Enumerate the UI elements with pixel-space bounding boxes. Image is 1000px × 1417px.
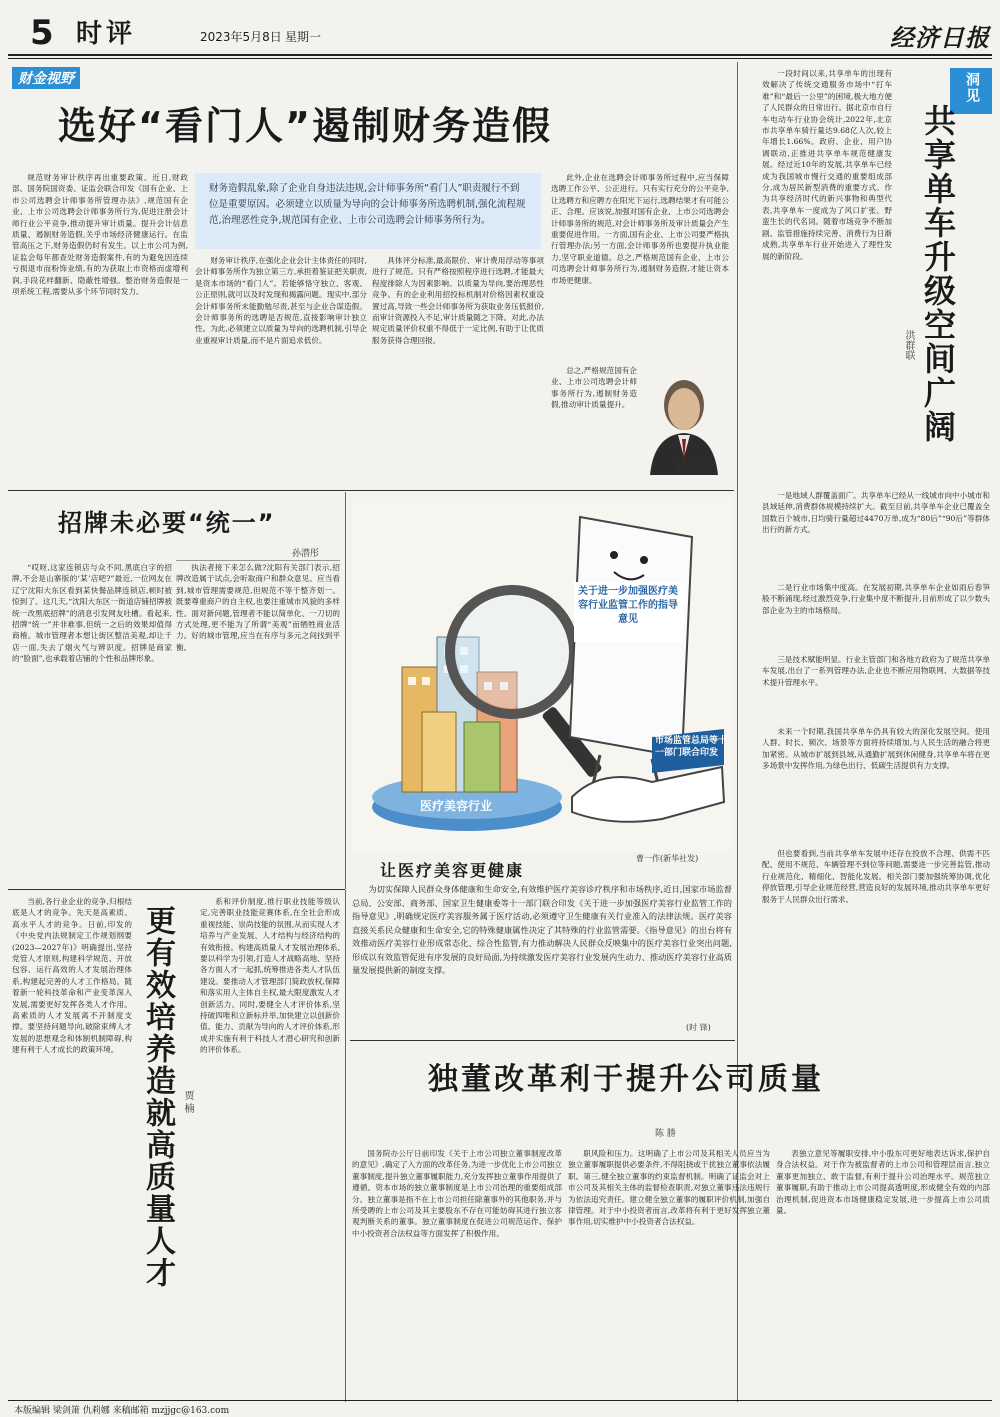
essay1-column-2	[176, 562, 340, 880]
lead-summary-box	[195, 173, 541, 249]
sidebar-author: 洪群联	[903, 330, 914, 360]
lead-column-1	[12, 172, 188, 484]
sidebar-column-5	[762, 726, 990, 846]
sign-text: 关于进一步加强医疗美容行业监管工作的指导意见	[578, 586, 678, 625]
sidebar-column-3	[762, 582, 990, 652]
lead-summary: 财务造假乱象,除了企业自身违法违规,会计师事务所“看门人”职责履行不到位是重要原因。必须建立以质量为导向的会计师事务所选聘机制,强化流程规范,治理恶性竞争,规范国有企业、上市公司选聘会计师事务所行为。	[209, 183, 526, 226]
talent-paragraph-1: 当前,各行业企业的竞争,归根结底是人才的竞争。先天是高素质、高水平人才的竞争。日前,印发的《中央党内法规制定工作规划纲要(2023—2027年)》明确提出,坚持党管人才原则,构建科学规范、开放包容、运行高效的人才发展治理体系,构建起完善的人才工作格局。随着新一轮科技革命和产业变革深入发展,需要更好发挥各类人才作用。高素质的人才发展离不开制度支撑。要坚持问题导向,破除束缚人才发展的思想观念和体制机制障碍,构建有利于人才成长的政策环境。	[12, 897, 132, 1055]
talent-author: 贾 楠	[182, 1090, 193, 1114]
sidebar-tag: 洞见	[964, 72, 980, 104]
essay1-bottom-rule	[8, 889, 345, 890]
sidebar-paragraph-2: 一是地域人群覆盖面广。共享单车已经从一线城市向中小城市和县域延伸,消费群体规模持续扩大。截至目前,共享单车企业已覆盖全国数百个城市,日均骑行量超过4470万单,成为“80后”“90后”等群体出行的新方式。	[762, 491, 990, 535]
sidebar-paragraph-1: 一段时间以来,共享单车的出现有效解决了传统交通服务市场中“打车难”和“最后一公里”的困境,极大地方便了人民群众的日常出行。据北京市自行车电动车行业协会统计,2022年,北京市共享单车骑行量达9.68亿人次,较上年增长1.66%。政府、企业、用户协调联动,正推进共享单车规范健康发展。经过近10年的发展,共享单车已经成为我国城市慢行交通的重要组成部分,成为居民新型消费的重要方式。作为共享经济时代的新兴事物和典型代表,共享单车一度成为了风口扩张、野蛮生长的代名词。随着市场竞争不断加剧、监管措施持续完善、消费行为日渐成熟,共享单车行业开始进入了理性发展的新阶段。	[762, 69, 892, 261]
lead-column-4b: 总之,严格规范国有企业、上市公司选聘会计师事务所行为,遏制财务造假,推动审计质量提升。	[551, 366, 637, 410]
essay1-author: 孙潜彤	[292, 549, 320, 559]
essay1-paragraph-2: 执法者接下来怎么做?沈阳有关部门表示,招牌改造属于试点,会听取商户和群众意见。应当看到,城市管理需要规范,但规范不等于整齐划一。既要尊重商户的自主权,也要注重城市风貌的多样性。面对新问题,管理者不能以简单化、一刀切的方式处理,更不能为了所谓“美观”而牺牲商业活力。好的城市管理,应当在有序与多元之间找到平衡。	[176, 563, 340, 652]
section-title: 时评	[76, 19, 137, 49]
board-paragraph-3: 表独立意见等履职安排,中小股东可更好地表达诉求,保护自身合法权益。对于作为被监督者的上市公司和管理层而言,独立董事更加独立、敢于监督,有利于提升公司治理水平。规范独立董事履职,有助于推动上市公司提高透明度,形成健全有效的内部治理机制,促进资本市场健康稳定发展,进一步提高上市公司质量。	[776, 1149, 990, 1216]
issue-weekday: 星期一	[285, 30, 322, 44]
essay1-paragraph-1: “哎呀,这家连锁店与众不同,黑底白字的招牌,不会是山寨版的‘某’店吧?”最近,一位网友在辽宁沈阳大东区看到某快餐品牌连锁店,顿时被惊到了。这几天,“沈阳大东区一街道店铺招牌被统一改黑底招牌”的消息引发网友吐槽。看起来,招牌“统一”并非难事,但统一之后的效果却值得商榷。城市管理者本想让街区整洁美观,却让千店一面,失去了烟火气与辨识度。招牌是商家的“脸面”,也承载着店铺的个性和品牌形象。	[12, 563, 172, 664]
masthead-rule	[8, 54, 992, 56]
sidebar-headline: 共享单车升级空间广阔	[919, 104, 957, 444]
essay1-photo-rule	[345, 492, 346, 889]
footer-editors: 本版编辑 梁剑箫 仇莉娜 来稿邮箱 mzjjgc@163.com	[14, 1406, 230, 1416]
board-column-2	[568, 1148, 770, 1398]
sidebar-paragraph-5: 未来一个时期,我国共享单车仍具有较大的深化发展空间。使用人群、时长、频次、场景等方面将持续增加,与人民生活的融合将更加紧密。从城市扩展到县域,从通勤扩展到休闲健身,共享单车将在更多场景中发挥作用,为绿色出行、低碳生活提供有力支撑。	[762, 727, 990, 771]
footer-rule	[8, 1400, 992, 1401]
photo-credit: 曹一作(新华社发)	[636, 854, 699, 863]
talent-paragraph-2: 系和评价制度,推行职业技能等级认定,完善职业技能竞赛体系,在全社会形成重视技能、崇尚技能的氛围,从而实现人才培养与产业发展、人才结构与经济结构的有效衔接。构建高质量人才发展治理体系,要以科学为引领,打造人才战略高地、坚持各方面人才一起抓,统筹推进各类人才队伍建设。要推动人才管理部门简政放权,保障和落实用人主体自主权,最大限度激发人才创新活力。同时,要健全人才评价体系,坚持破四唯和立新标并举,加快建立以创新价值、能力、贡献为导向的人才评价体系,形成并实施有利于科技人才潜心研究和创新的评价体系。	[200, 897, 340, 1055]
lead-paragraph-1: 规范财务审计秩序再出重要政策。近日,财政部、国务院国资委、证监会联合印发《国有企业、上市公司选聘会计师事务所管理办法》,规范国有企业、上市公司选聘会计师事务所行为,促进注册会计师行业公平竞争,推动提升审计质量。提升会计信息质量、遏制财务造假,关乎市场经济健康运行。在监管高压之下,财务造假仍时有发生。以上市公司为例,证监会每年都查处财务造假案件,有的为避免因连续亏损退市而粉饰业绩,有的为获取上市资格而虚增利润,手段花样翻新、隐蔽性增强。整治财务造假是一项系统工程,需要从多个环节同时发力。	[12, 173, 188, 297]
board-column-3	[776, 1148, 990, 1398]
sidebar-column-6	[762, 848, 990, 1034]
photo-caption-paragraph: 为切实保障人民群众身体健康和生命安全,有效维护医疗美容诊疗秩序和市场秩序,近日,国家市场监督总局、公安部、商务部、国家卫生健康委等十一部门联合印发《关于进一步加强医疗美容行业监管工作的指导意见》,明确规定医疗美容服务属于医疗活动,必须遵守卫生健康有关行业准入的法律法规。医疗美容直接关系民众健康和生命安全,它的特殊健康属性决定了其特殊的行业监管需要。《指导意见》的出台将有效推动医疗美容行业形成常态化、综合性监管,有力推动解决人民群众反映集中的医疗美容行业突出问题,形成以有效监管促进有序发展的良好局面,为持续激发医疗美容行业发展内生动力、推动医疗美容行业高质量发展提供新的制度支撑。	[352, 884, 732, 975]
photo-caption-text	[352, 883, 732, 1028]
sidebar-column-2	[762, 490, 990, 580]
talent-headline: 更有效培养造就高质量人才	[140, 905, 175, 1289]
page-number: 5	[30, 13, 54, 53]
sidebar-paragraph-4: 三是技术赋能明显。行业主管部门和各地方政府为了规范共享单车发展,出台了一系列管理办法,企业也不断应用物联网、大数据等技术提升管理水平。	[762, 655, 990, 687]
lead-bottom-rule	[8, 490, 734, 491]
essay1-headline: 招牌未必要“统一”	[58, 509, 276, 537]
talent-board-rule	[345, 890, 346, 1402]
sidebar-paragraph-3: 二是行业市场集中度高。在发展初期,共享单车企业如雨后春笋般不断涌现,经过激烈竞争,行业集中度不断提升,目前形成了以少数头部企业为主的市场格局。	[762, 583, 990, 615]
board-paragraph-1: 国务院办公厅日前印发《关于上市公司独立董事制度改革的意见》,确定了入方面的改革任务,为进一步优化上市公司独立董事制度,提升独立董事履职能力,充分发挥独立董事作用提供了遵循。资本市场的独立董事制度是上市公司治理的重要组成部分。独立董事是指不在上市公司担任除董事外的其他职务,并与所受聘的上市公司及其主要股东不存在可能妨碍其进行独立客观判断关系的董事。独立董事制度在促进公司规范运作、保护中小投资者合法权益等方面发挥了积极作用。	[352, 1149, 562, 1238]
talent-column-1	[12, 896, 132, 1396]
lead-paragraph-2: 财务审计秩序,在强化企业会计主体责任的同时,会计师事务所作为独立第三方,承担着鉴证把关职责,是资本市场的“看门人”。若能够恪守独立、客观、公正原则,就可以及时发现和揭露问题。现实中,部分会计师事务所未能勤勉尽责,甚至与企业合谋造假。会计师事务所的选聘是否规范,直接影响审计独立性。为此,必须建立以质量为导向的选聘机制,引导企业重视审计质量,而不是片面追求低价。	[195, 256, 367, 345]
sidebar-paragraph-6: 但也要看到,当前共享单车发展中还存在投放不合理、供需不匹配、使用不规范、车辆管理不到位等问题,需要进一步完善监管,推动行业规范化、精细化、智能化发展。相关部门要加强统筹协调,优化停放管理,引导企业规范经营,营造良好的发展环境,推动共享单车更好服务于人民群众出行需求。	[762, 849, 990, 904]
photo-caption-author: (时 锋)	[686, 1023, 711, 1032]
board-headline: 独董改革利于提升公司质量	[428, 1062, 824, 1097]
lead-paragraph-3: 具体评分标准,最高限价、审计费用浮动等事项进行了规范。只有严格按照程序进行选聘,才能最大程度排除人为因素影响。以质量为导向,要治理恶性竞争。有的企业利用招投标机制对价格因素权重设置过高,导致一些会计师事务所为获取业务压低报价,而审计资源投入不足,审计质量随之下降。对此,办法规定质量评价权重不得低于一定比例,有助于让优质服务获得合理回报。	[372, 256, 544, 345]
platform-label: 医疗美容行业	[420, 799, 493, 813]
cartoon-illustration	[352, 497, 732, 852]
board-author: 陈 勝	[655, 1129, 676, 1139]
board-paragraph-2: 职风险和压力。这明确了上市公司及其相关人员应当为独立董事履职提供必要条件,不得阻挠或干扰独立董事依法履职。第三,健全独立董事的约束监督机制。明确了证监会对上市公司及其相关主体的监督检查职责,对独立董事违法违规行为依法追究责任。建立健全独立董事的履职评价机制,加强自律管理。对于中小投资者而言,改革将有利于更好发挥独立董事作用,切实维护中小投资者合法权益。	[568, 1149, 770, 1227]
paper-logo: 经济日报	[890, 23, 990, 52]
lead-column-4	[551, 172, 729, 362]
talent-column-2	[200, 896, 340, 1396]
board-top-rule	[350, 1040, 735, 1041]
author-signature: 曾金华	[676, 462, 706, 473]
sidebar-column-top	[762, 68, 892, 488]
issue-date: 2023年5月8日	[200, 30, 282, 44]
ribbon-text: 市场监管总局等十一部门联合印发	[655, 736, 728, 758]
masthead-rule-thin	[8, 58, 992, 59]
lead-column-2	[195, 255, 367, 484]
board-column-1	[352, 1148, 562, 1398]
sidebar-column-4	[762, 654, 990, 724]
lead-paragraph-4: 此外,企业在选聘会计师事务所过程中,应当保障选聘工作公平、公正进行。只有实行充分的公平竞争,让选聘方和应聘方在阳光下运行,选聘结果才有可能公正、合理。应该说,加强对国有企业、上市公司选聘会计师事务所的规范,对会计师事务所及审计质量会产生重要促进作用。一方面,国有企业、上市公司要严格执行管理办法;另一方面,会计师事务所也要提升执业能力,坚守职业道德。总之,严格规范国有企业、上市公司选聘会计师事务所行为,遏制财务造假,才能让资本市场更健康。	[551, 173, 729, 285]
lead-column-3	[372, 255, 544, 484]
essay1-column-1	[12, 562, 172, 880]
photo-caption-title: 让医疗美容更健康	[380, 861, 525, 880]
lead-headline: 选好“看门人”遏制财务造假	[58, 104, 552, 148]
essay1-mid-rule	[176, 560, 340, 561]
column-tag: 财金视野	[12, 67, 80, 89]
